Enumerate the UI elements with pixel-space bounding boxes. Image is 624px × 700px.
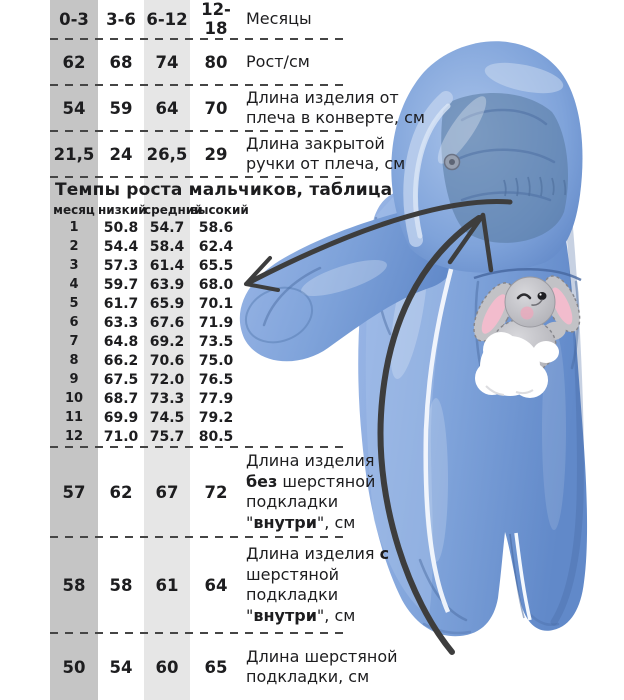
row-label (242, 52, 420, 73)
length-with-wool-lining-row (0, 538, 420, 632)
growth-table-row (0, 370, 420, 389)
growth-value-cell: 70.1 (198, 295, 234, 312)
table-cell: высокий (190, 203, 249, 217)
growth-value-cell: 66.2 (103, 352, 139, 369)
month-cell: 6 (69, 315, 79, 330)
growth-value-cell: 71.9 (198, 314, 234, 331)
table-cell: 62 (109, 482, 133, 502)
growth-value-cell: 77.9 (198, 390, 234, 407)
row-label (242, 451, 420, 533)
label-emphasis: без (246, 471, 278, 491)
label-line: Длина изделия (246, 451, 375, 470)
growth-table-row (0, 313, 420, 332)
growth-table-title: Темпы роста мальчиков, таблица (55, 180, 393, 200)
table-cell: 21,5 (53, 144, 95, 164)
growth-value-cell: 76.5 (198, 371, 234, 388)
table-cell: месяц (53, 203, 95, 217)
table-cell: 12-18 (201, 0, 231, 38)
month-cell: 8 (69, 353, 79, 368)
growth-value-cell: 62.4 (198, 238, 234, 255)
growth-value-cell: 79.2 (198, 409, 234, 426)
label-line (246, 544, 420, 565)
growth-value-cell: 63.9 (149, 276, 185, 293)
label-line: подкладки (246, 492, 339, 511)
label-text: ", см (316, 512, 356, 532)
table-cell: 72 (204, 482, 228, 502)
wool-lining-length-row (0, 634, 420, 700)
table-cell: 68 (109, 52, 133, 72)
growth-value-cell: 63.3 (103, 314, 139, 331)
table-cell: 58 (62, 575, 86, 595)
table-cell: 6-12 (146, 9, 188, 29)
table-cell: 74 (155, 52, 179, 72)
growth-value-cell: 61.4 (149, 257, 185, 274)
label-line (246, 472, 420, 493)
table-cell: 60 (155, 657, 179, 677)
bunny-cheek (521, 307, 534, 320)
table-cell: 24 (109, 144, 133, 164)
table-cell: 67 (155, 482, 179, 502)
growth-value-cell: 67.5 (103, 371, 139, 388)
growth-table-header (0, 202, 420, 218)
length-in-envelope-row (0, 86, 425, 130)
label-text: шерстяной (277, 471, 376, 491)
growth-value-cell: 61.7 (103, 295, 139, 312)
month-cell: 9 (69, 372, 79, 387)
label-line: подкладки (246, 585, 339, 604)
growth-value-cell: 59.7 (103, 276, 139, 293)
row-label (242, 544, 420, 626)
month-cell: 4 (69, 277, 79, 292)
growth-value-cell: 73.3 (149, 390, 185, 407)
table-cell: 57 (62, 482, 86, 502)
table-cell: 62 (62, 52, 86, 72)
growth-value-cell: 68.0 (198, 276, 234, 293)
table-cell: 58 (109, 575, 133, 595)
label-line: ручки от плеча, см (246, 154, 406, 173)
growth-table-row (0, 332, 420, 351)
table-cell: 0-3 (59, 9, 89, 29)
label-line: Длина изделия от (246, 87, 399, 107)
growth-table-row (0, 351, 420, 370)
row-label (242, 647, 420, 688)
month-cell: 1 (69, 220, 79, 235)
table-cell: низкий (98, 203, 147, 217)
growth-value-cell: 75.7 (149, 428, 185, 445)
growth-table-row (0, 408, 420, 427)
growth-value-cell: 58.4 (149, 238, 185, 255)
row-label (242, 88, 425, 129)
label-emphasis: внутри (253, 512, 317, 532)
month-cell: 3 (69, 258, 79, 273)
growth-table-row (0, 389, 420, 408)
label-line (246, 606, 420, 627)
table-cell: 65 (204, 657, 228, 677)
label-text: Длина изделия (246, 544, 380, 563)
label-line: Рост/см (246, 51, 310, 71)
table-cell: 64 (155, 98, 179, 118)
label-line: Длина шерстяной (246, 646, 398, 666)
table-cell: 80 (204, 52, 228, 72)
growth-table-row (0, 427, 420, 446)
growth-value-cell: 65.5 (198, 257, 234, 274)
label-emphasis: внутри (253, 605, 317, 625)
growth-value-cell: 69.2 (149, 333, 185, 350)
label-line (246, 513, 420, 534)
length-without-wool-lining-row (0, 448, 420, 536)
growth-value-cell: 58.6 (198, 219, 234, 236)
growth-value-cell: 57.3 (103, 257, 139, 274)
growth-value-cell: 68.7 (103, 390, 139, 407)
label-line: шерстяной (246, 564, 340, 584)
month-cell: 12 (64, 429, 84, 444)
growth-value-cell: 80.5 (198, 428, 234, 445)
growth-table-row (0, 218, 420, 237)
hood-snap-button (445, 155, 460, 170)
month-cell: 5 (69, 296, 79, 311)
month-cell: 2 (69, 239, 79, 254)
growth-value-cell: 54.4 (103, 238, 139, 255)
growth-table-rows (0, 218, 420, 446)
table-cell: 61 (155, 575, 179, 595)
age-units-label: Месяцы (246, 8, 312, 28)
month-cell: 7 (69, 334, 79, 349)
growth-value-cell: 50.8 (103, 219, 139, 236)
closed-sleeve-length-row (0, 132, 420, 176)
growth-value-cell: 73.5 (198, 333, 234, 350)
table-cell: 50 (62, 657, 86, 677)
growth-value-cell: 54.7 (149, 219, 185, 236)
label-text: ", см (316, 605, 356, 625)
bunny-paw (533, 341, 559, 363)
growth-value-cell: 71.0 (103, 428, 139, 445)
label-line: Длина закрытой (246, 133, 385, 153)
bunny-nose (538, 292, 547, 300)
month-cell: 10 (64, 391, 84, 406)
table-cell: 64 (204, 575, 228, 595)
growth-table-row (0, 256, 420, 275)
table-cell: 3-6 (106, 9, 136, 29)
growth-table-row (0, 294, 420, 313)
table-cell: 54 (109, 657, 133, 677)
growth-value-cell: 75.0 (198, 352, 234, 369)
label-line: подкладки, см (246, 667, 370, 686)
table-cell: 26,5 (146, 144, 188, 164)
table-cell: 70 (204, 98, 228, 118)
table-cell: средний (144, 203, 203, 217)
age-header-row (0, 0, 420, 38)
growth-value-cell: 72.0 (149, 371, 185, 388)
label-text: " (246, 605, 254, 625)
row-label (242, 134, 420, 175)
growth-value-cell: 70.6 (149, 352, 185, 369)
height-row (0, 40, 420, 84)
table-cell: 54 (62, 98, 86, 118)
bunny-head (505, 277, 555, 327)
growth-value-cell: 64.8 (103, 333, 139, 350)
growth-table-row (0, 275, 420, 294)
label-emphasis: с (379, 544, 390, 563)
growth-value-cell: 74.5 (149, 409, 185, 426)
month-cell: 11 (64, 410, 84, 425)
table-cell: 59 (109, 98, 133, 118)
growth-table-row (0, 237, 420, 256)
growth-value-cell: 69.9 (103, 409, 139, 426)
label-text: " (246, 512, 254, 532)
label-line: плеча в конверте, см (246, 108, 425, 127)
table-cell: 29 (204, 144, 228, 164)
growth-value-cell: 65.9 (149, 295, 185, 312)
growth-value-cell: 67.6 (149, 314, 185, 331)
